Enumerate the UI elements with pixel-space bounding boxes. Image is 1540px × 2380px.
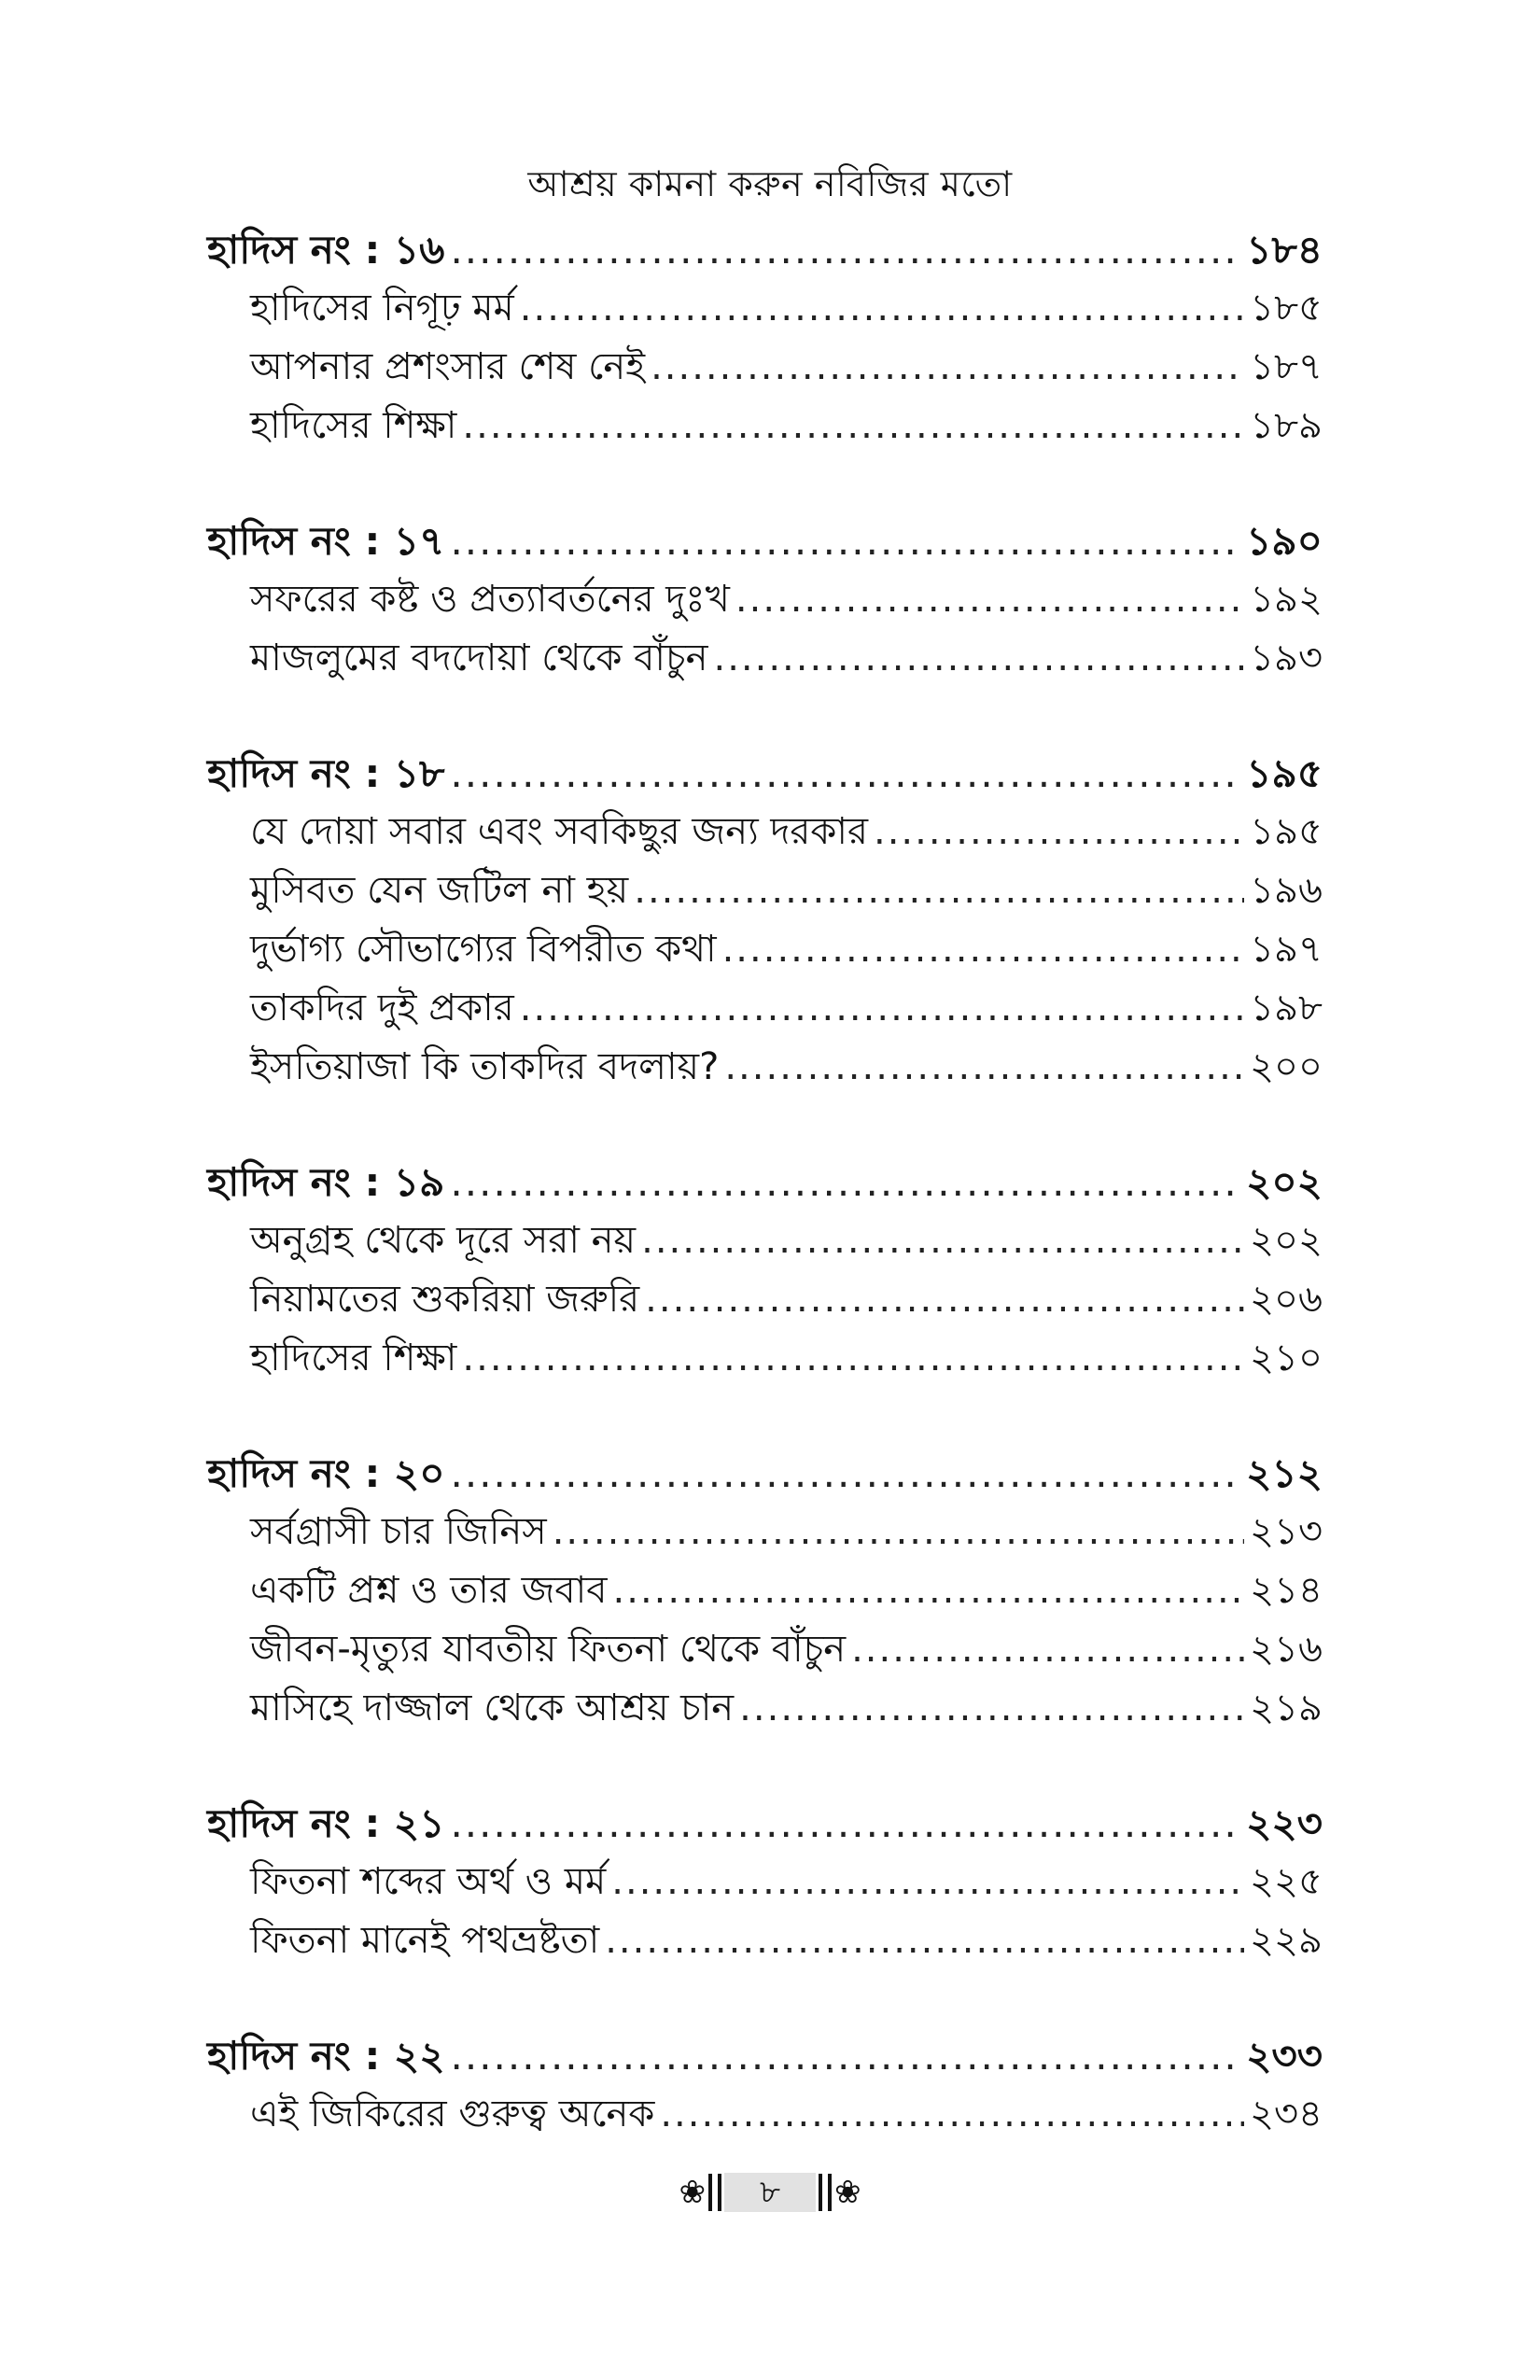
entry-title: নিয়ামতের শুকরিয়া জরুরি [250, 1278, 640, 1321]
dot-leader [651, 338, 1244, 397]
dot-leader [520, 279, 1244, 338]
dot-leader [611, 1853, 1244, 1911]
page-footer [0, 2173, 1540, 2212]
toc-entry [207, 1329, 1323, 1388]
entry-title: মুসিবত যেন জটিল না হয় [250, 869, 629, 912]
entry-page-number: ১৮৭ [1250, 345, 1323, 388]
entry-title: মাজলুমের বদদোয়া থেকে বাঁচুন [250, 637, 708, 679]
entry-title: দুর্ভাগ্য সৌভাগ্যের বিপরীত কথা [250, 928, 717, 971]
section-heading [207, 2026, 1323, 2085]
toc-section [207, 2026, 1323, 2144]
toc-entry [207, 629, 1323, 688]
toc-section [207, 1794, 1323, 1970]
entry-title: হাদিসের শিক্ষা [250, 1337, 457, 1379]
toc-entry [207, 1211, 1323, 1270]
divider [718, 2174, 721, 2211]
dot-leader [713, 629, 1244, 688]
toc-entry [207, 979, 1323, 1038]
entry-page-number: ২১৯ [1250, 1687, 1323, 1729]
section-heading [207, 1153, 1323, 1211]
entry-title: সর্বগ্রাসী চার জিনিস [250, 1510, 547, 1553]
divider [708, 2174, 712, 2211]
entry-title: আপনার প্রশংসার শেষ নেই [250, 345, 646, 388]
dot-leader [450, 220, 1240, 279]
divider [819, 2174, 822, 2211]
entry-page-number: ১৮৫ [1250, 287, 1323, 329]
toc-section [207, 220, 1323, 455]
entry-page-number: ১৯৫ [1246, 750, 1323, 796]
entry-title: ফিতনা মানেই পথভ্রষ্টতা [250, 1919, 600, 1962]
entry-page-number: ২২৯ [1250, 1919, 1323, 1962]
dot-leader [613, 1561, 1245, 1620]
entry-title: সফরের কষ্ট ও প্রত্যাবর্তনের দুঃখ [250, 578, 730, 621]
toc-entry [207, 1620, 1323, 1679]
dot-leader [851, 1620, 1244, 1679]
entry-page-number: ১৯৭ [1250, 928, 1323, 971]
toc-entry [207, 1679, 1323, 1738]
dot-leader [722, 920, 1245, 979]
page-number: ৮ [724, 2173, 816, 2212]
toc-entry [207, 1911, 1323, 1970]
dot-leader [645, 1270, 1244, 1329]
entry-page-number: ২২৩ [1246, 1800, 1323, 1846]
dot-leader [450, 1153, 1240, 1211]
dot-leader [660, 2085, 1244, 2144]
entry-title: হাদিস নং : ১৭ [207, 518, 445, 564]
toc-entry [207, 570, 1323, 629]
dot-leader [874, 803, 1244, 861]
section-heading [207, 744, 1323, 803]
entry-page-number: ১৮৪ [1246, 227, 1323, 273]
entry-title: হাদিস নং : ১৬ [207, 227, 445, 273]
entry-page-number: ২১২ [1246, 1450, 1323, 1496]
entry-page-number: ২৩৩ [1246, 2033, 1323, 2079]
toc-section [207, 1153, 1323, 1388]
entry-page-number: ১৯২ [1250, 578, 1323, 621]
dot-leader [450, 511, 1240, 570]
toc-section [207, 511, 1323, 688]
entry-title: একটি প্রশ্ন ও তার জবাব [250, 1569, 608, 1612]
dot-leader [634, 861, 1244, 920]
entry-title: ফিতনা শব্দের অর্থ ও মর্ম [250, 1860, 607, 1903]
entry-title: হাদিস নং : ২১ [207, 1800, 445, 1846]
dot-leader [462, 397, 1244, 455]
toc-entry [207, 1503, 1323, 1561]
toc-entry [207, 803, 1323, 861]
entry-title: মাসিহে দাজ্জাল থেকে আশ্রয় চান [250, 1687, 735, 1729]
entry-page-number: ২১০ [1250, 1337, 1323, 1379]
toc-entry [207, 397, 1323, 455]
entry-title: ইসতিয়াজা কি তাকদির বদলায়? [250, 1045, 720, 1088]
entry-page-number: ২১৩ [1250, 1510, 1323, 1553]
entry-title: এই জিকিরের গুরুত্ব অনেক [250, 2093, 655, 2135]
entry-page-number: ২২৫ [1250, 1860, 1323, 1903]
toc-entry [207, 338, 1323, 397]
toc-entry [207, 1853, 1323, 1911]
page-number-box [679, 2173, 861, 2212]
toc-entry [207, 861, 1323, 920]
running-header: আশ্রয় কামনা করুন নবিজির মতো [527, 163, 1013, 204]
dot-leader [605, 1911, 1244, 1970]
dot-leader [735, 570, 1244, 629]
entry-page-number: ২১৪ [1250, 1569, 1323, 1612]
dot-leader [520, 979, 1244, 1038]
entry-title: হাদিস নং : ২০ [207, 1450, 445, 1496]
dot-leader [724, 1038, 1244, 1097]
entry-title: হাদিস নং : ১৯ [207, 1159, 445, 1205]
toc-section [207, 744, 1323, 1097]
entry-page-number: ১৯৩ [1250, 637, 1323, 679]
dot-leader [641, 1211, 1244, 1270]
entry-title: হাদিস নং : ২২ [207, 2033, 445, 2079]
divider [828, 2174, 832, 2211]
section-heading [207, 511, 1323, 570]
entry-page-number: ২০২ [1246, 1159, 1323, 1205]
entry-title: হাদিসের নিগূঢ় মর্ম [250, 287, 514, 329]
entry-page-number: ২০২ [1249, 1219, 1323, 1262]
entry-page-number: ২১৬ [1250, 1628, 1323, 1671]
ornament-left-icon: ❀ [679, 2174, 706, 2211]
section-heading [207, 1444, 1323, 1503]
entry-page-number: ১৯০ [1246, 518, 1323, 564]
entry-page-number: ২০৬ [1249, 1278, 1323, 1321]
section-heading [207, 1794, 1323, 1853]
table-of-contents [207, 220, 1323, 2200]
entry-page-number: ১৯৫ [1250, 810, 1323, 853]
dot-leader [451, 1444, 1241, 1503]
dot-leader [450, 1794, 1240, 1853]
entry-title: জীবন-মৃত্যুর যাবতীয় ফিতনা থেকে বাঁচুন [250, 1628, 847, 1671]
dot-leader [739, 1679, 1244, 1738]
toc-entry [207, 1038, 1323, 1097]
entry-title: হাদিসের শিক্ষা [250, 404, 457, 447]
entry-page-number: ২০০ [1249, 1045, 1323, 1088]
entry-title: তাকদির দুই প্রকার [250, 987, 514, 1029]
ornament-right-icon: ❀ [834, 2174, 861, 2211]
entry-title: যে দোয়া সবার এবং সবকিছুর জন্য দরকার [250, 810, 868, 853]
toc-section [207, 1444, 1323, 1738]
toc-entry [207, 1270, 1323, 1329]
toc-entry [207, 920, 1323, 979]
entry-page-number: ১৮৯ [1250, 404, 1323, 447]
section-heading [207, 220, 1323, 279]
dot-leader [451, 2026, 1241, 2085]
entry-page-number: ২৩৪ [1250, 2093, 1323, 2135]
entry-page-number: ১৯৬ [1250, 869, 1323, 912]
toc-entry [207, 1561, 1323, 1620]
dot-leader [450, 744, 1240, 803]
entry-title: অনুগ্রহ থেকে দূরে সরা নয় [250, 1219, 637, 1262]
entry-page-number: ১৯৮ [1250, 987, 1323, 1029]
dot-leader [553, 1503, 1244, 1561]
toc-entry [207, 279, 1323, 338]
entry-title: হাদিস নং : ১৮ [207, 750, 445, 796]
dot-leader [462, 1329, 1244, 1388]
toc-entry [207, 2085, 1323, 2144]
